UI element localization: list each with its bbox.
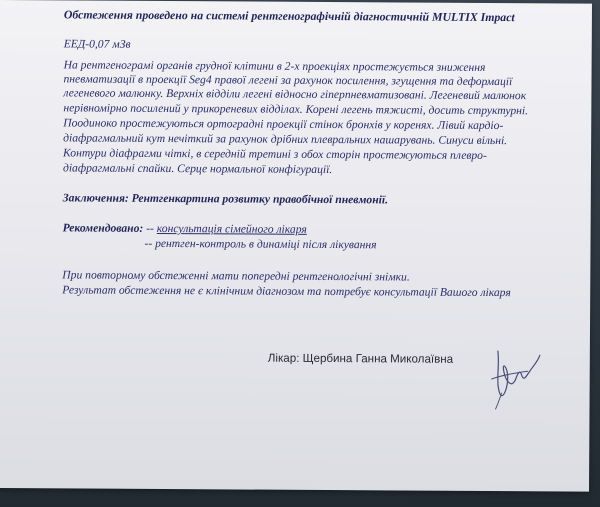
note-disclaimer: Результат обстеження не є клінічним діагнозом та потребує консультації Вашого лікаря [62, 283, 511, 300]
findings-line: нерівномірно посилений у прикореневих відділах. Корені легень тяжисті, досить структурні. [63, 101, 529, 118]
exam-system-title: Обстеження проведено на системі рентгенографічній діагностичній MULTIX Impact [63, 7, 515, 25]
note-previous-images: При повторному обстеженні мати попередні рентгенологічні знімки. [62, 268, 410, 284]
effective-dose: ЕЕД-0,07 мЗв [63, 37, 131, 51]
findings-line: Контури діафрагми чіткі, в середній третині з обох сторін простежуються плевро- [63, 146, 487, 162]
recommendation-dash: -- [143, 221, 157, 235]
findings-line: діафрагмальні спайки. Серце нормальної конфігурації. [62, 161, 333, 177]
recommendation-item-xray-control: -- рентген-контроль в динаміці після лікування [144, 236, 377, 252]
findings-line: легеневого малюнку. Верхніх відділи легені відносно гіперпневматизовані. Легеневий малюнок [63, 86, 527, 103]
handwritten-signature [477, 331, 547, 411]
findings-line: пневматизації в проекції Seg4 правої легені за рахунок посилення, згущення та деформації [63, 72, 513, 89]
findings-line: На рентгенограмі органів грудної клітини в 2-х проекціях простежується зниження [63, 58, 486, 74]
conclusion: Заключення: Рентгенкартина розвитку правобічної пневмонії. [62, 191, 389, 207]
recommendation-label: Рекомендовано: [62, 221, 144, 235]
findings-line: діафрагмальний кут нечіткий за рахунок дрібних плевральних нашарувань. Синуси вільні. [63, 131, 508, 148]
findings-line: Поодиноко простежуються ортоградні проекції стінок бронхів у коренях. Лівий кардіо- [63, 116, 504, 133]
doctor-name: Лікар: Щербина Ганна Миколаївна [267, 351, 454, 366]
recommendation-item-consultation: консультація сімейного лікаря [156, 221, 307, 236]
recommendation-row [63, 221, 307, 236]
